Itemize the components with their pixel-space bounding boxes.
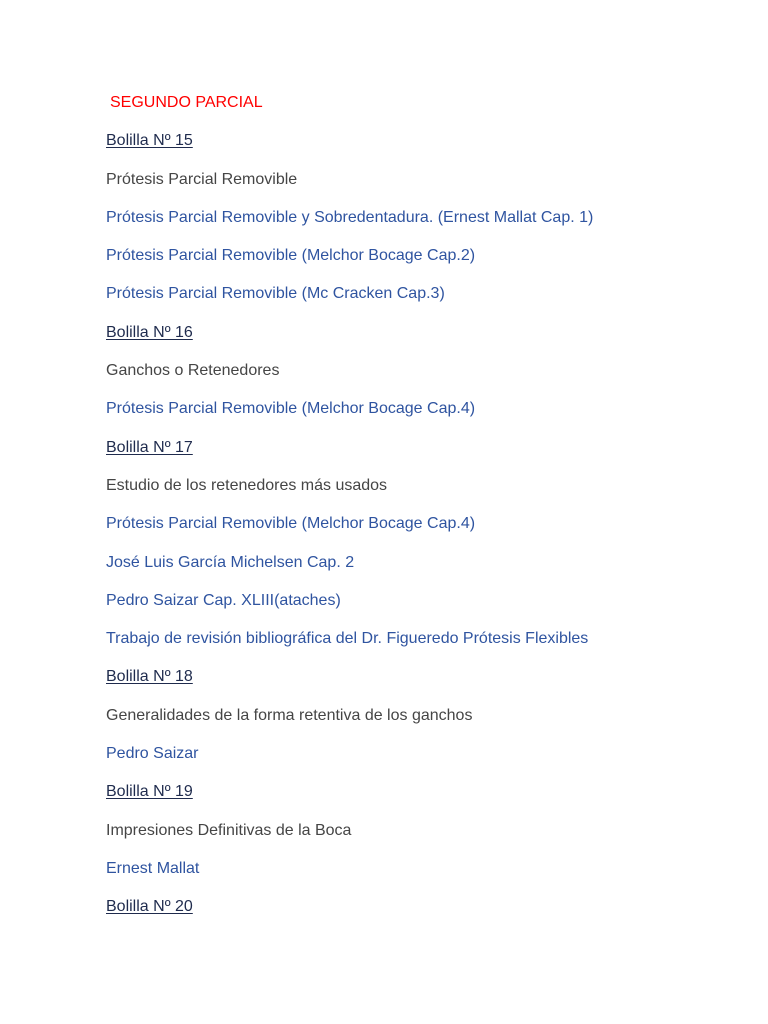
bolilla-heading: Bolilla Nº 17 <box>106 438 193 456</box>
reference-line: Pedro Saizar Cap. XLIII(ataches) <box>106 591 341 609</box>
section-title: SEGUNDO PARCIAL <box>110 94 263 111</box>
reference-line: Prótesis Parcial Removible (Mc Cracken Cap.3) <box>106 285 445 303</box>
document-body <box>106 90 746 933</box>
bolilla-heading: Bolilla Nº 16 <box>106 323 193 341</box>
bolilla-heading: Bolilla Nº 18 <box>106 668 193 686</box>
topic-line: Estudio de los retenedores más usados <box>106 476 388 494</box>
topic-line: Prótesis Parcial Removible <box>106 170 298 188</box>
reference-line: José Luis García Michelsen Cap. 2 <box>106 553 355 571</box>
bolilla-heading: Bolilla Nº 15 <box>106 132 193 150</box>
topic-line: Generalidades de la forma retentiva de los ganchos <box>106 706 473 724</box>
reference-line: Prótesis Parcial Removible y Sobredentadura. (Ernest Mallat Cap. 1) <box>106 208 594 226</box>
topic-line: Impresiones Definitivas de la Boca <box>106 821 352 839</box>
bolilla-heading: Bolilla Nº 20 <box>106 898 193 916</box>
topic-line: Ganchos o Retenedores <box>106 362 280 380</box>
reference-line: Prótesis Parcial Removible (Melchor Bocage Cap.4) <box>106 515 476 533</box>
reference-line: Pedro Saizar <box>106 745 199 763</box>
reference-line: Trabajo de revisión bibliográfica del Dr. Figueredo Prótesis Flexibles <box>106 630 589 648</box>
reference-line: Ernest Mallat <box>106 859 200 877</box>
reference-line: Prótesis Parcial Removible (Melchor Bocage Cap.4) <box>106 400 476 418</box>
bolilla-heading: Bolilla Nº 19 <box>106 783 193 801</box>
reference-line: Prótesis Parcial Removible (Melchor Bocage Cap.2) <box>106 247 476 265</box>
